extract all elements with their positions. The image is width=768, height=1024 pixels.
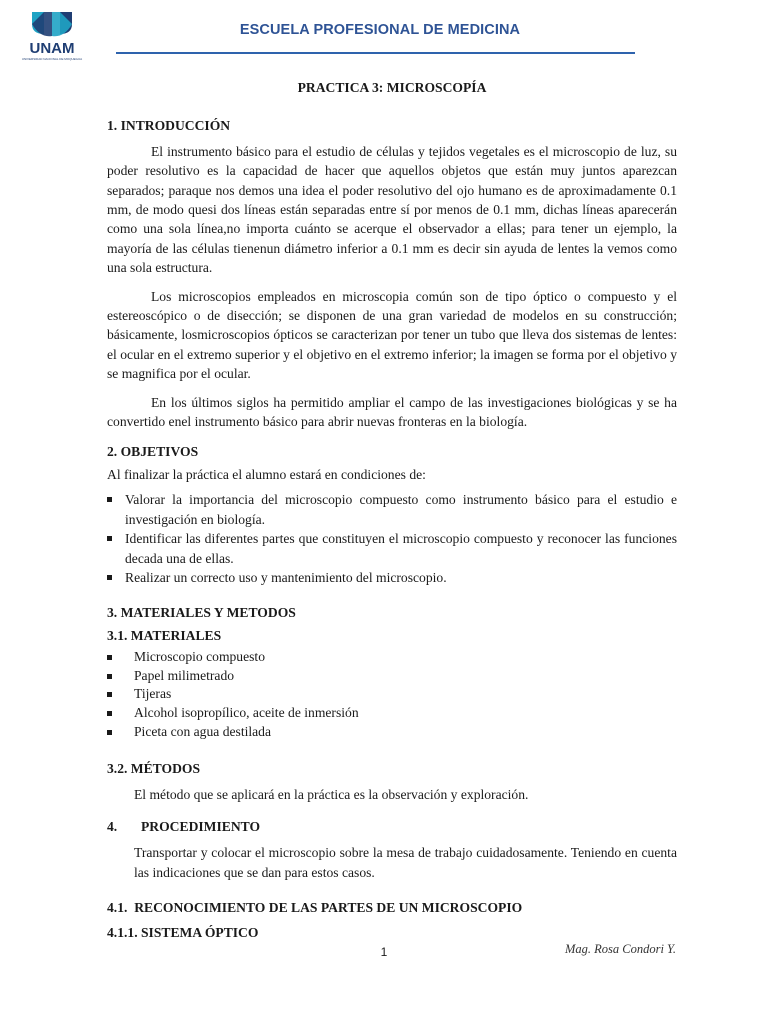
section-heading-objetivos: 2. OBJETIVOS: [107, 443, 199, 459]
list-item: Valorar la importancia del microscopio compuesto como instrumento básico para el estudio e investigación en biología.: [107, 490, 677, 529]
intro-paragraph-2: Los microscopios empleados en microscopia común son de tipo óptico o compuesto y el estereoscópico o de disección; se disponen de una gran variedad de modelos en su construcción; básicamente, losmicroscopios ópticos se caracterizan por tener un tubo que lleva dos sistemas de lentes: el ocular en el extremo superior y el objetivo en el extremo inferior; la imagen se forma por el objetivo y se magnifica por el ocular.: [107, 288, 677, 382]
bullet-icon: [107, 575, 112, 580]
document-title: PRACTICA 3: MICROSCOPÍA: [297, 80, 487, 95]
list-item: Alcohol isopropílico, aceite de inmersión: [107, 704, 677, 723]
subsection-heading-reconocimiento: 4.1. RECONOCIMIENTO DE LAS PARTES DE UN MICROSCOPIO: [107, 900, 523, 916]
bullet-icon: [107, 536, 112, 541]
list-item: Realizar un correcto uso y mantenimiento del microscopio.: [107, 568, 677, 587]
metodos-text: El método que se aplicará en la práctica es la observación y exploración.: [134, 786, 529, 802]
svg-text:UNAM: UNAM: [29, 40, 75, 57]
document-body: [107, 78, 677, 942]
list-item: Piceta con agua destilada: [107, 723, 677, 742]
bullet-icon: [107, 692, 112, 697]
bullet-icon: [107, 655, 112, 660]
intro-paragraph-1: El instrumento básico para el estudio de células y tejidos vegetales es el microscopio de luz, su poder resolutivo es la capacidad de hacer que aquellos objetos que están muy juntos aparezcan separados; paraque nos demos una idea el poder resolutivo del ojo humano es de aproximadamente 0.1 mm, de modo quesi dos líneas están separadas entre sí por menos de 0.1 mm, dichas líneas aparecerán como una sola línea,no importa cuánto se acerque el observador a ellas; para tener un ejemplo, la mayoría de las células tienenun diámetro inferior a 0.1 mm es decir sin ayuda de lentes la vemos como una sola estructura.: [107, 143, 677, 276]
school-name: ESCUELA PROFESIONAL DE MEDICINA: [239, 22, 521, 38]
section-heading-introduccion: 1. INTRODUCCIÓN: [107, 118, 231, 134]
subsubsection-heading-sistema-optico: 4.1.1. SISTEMA ÓPTICO: [107, 924, 259, 940]
subsection-heading-metodos: 3.2. MÉTODOS: [107, 761, 201, 777]
procedimiento-text: Transportar y colocar el microscopio sobre la mesa de trabajo cuidadosamente. Teniendo en cuenta las indicaciones que se dan para estos casos.: [134, 845, 677, 880]
bullet-icon: [107, 497, 112, 502]
bullet-icon: [107, 711, 112, 716]
list-item: Tijeras: [107, 685, 677, 704]
list-item: Microscopio compuesto: [107, 648, 677, 667]
intro-paragraph-3: En los últimos siglos ha permitido ampliar el campo de las investigaciones biológicas y se ha convertido enel instrumento básico para abrir nuevas fronteras en la biología.: [107, 394, 677, 430]
svg-text:UNIVERSIDAD NACIONAL DE MOQUEG: UNIVERSIDAD NACIONAL DE MOQUEGUA: [21, 57, 83, 61]
section-heading-materiales-metodos: 3. MATERIALES Y METODOS: [107, 605, 296, 621]
header-divider: [116, 52, 635, 54]
unam-shield-icon: [18, 10, 86, 62]
section-heading-procedimiento: 4. PROCEDIMIENTO: [107, 818, 261, 834]
list-item: Identificar las diferentes partes que constituyen el microscopio compuesto y reconocer las funciones decada una de ellas.: [107, 529, 677, 568]
objetivos-list: [107, 490, 677, 587]
list-item: Papel milimetrado: [107, 667, 677, 686]
subsection-heading-materiales: 3.1. MATERIALES: [107, 627, 222, 643]
university-logo: [18, 10, 86, 62]
bullet-icon: [107, 730, 112, 735]
materiales-list: [107, 648, 677, 741]
footer-author: Mag. Rosa Condori Y.: [564, 942, 676, 956]
objetivos-lead: Al finalizar la práctica el alumno estará en condiciones de:: [107, 466, 426, 482]
bullet-icon: [107, 674, 112, 679]
page-number: 1: [380, 945, 388, 959]
